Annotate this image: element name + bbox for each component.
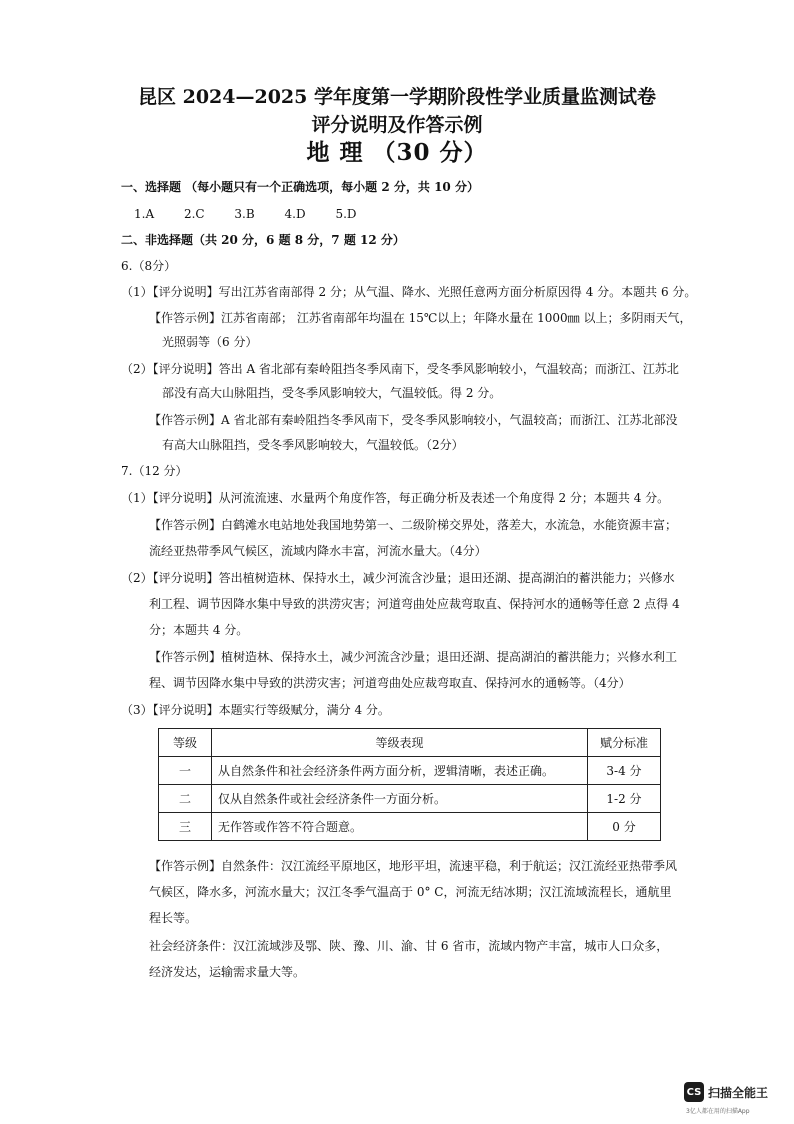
q7-1-scoring: （1）【评分说明】从河流流速、水量两个角度作答，每正确分析及表述一个角度得 2 分；本题共 4 分。 [121,491,670,505]
table-cell: 从自然条件和社会经济条件两方面分析，逻辑清晰，表述正确。 [212,757,588,785]
table-cell: 二 [159,785,212,813]
table-header-cell: 等级 [159,729,212,757]
table-row [159,813,661,841]
q7-3-example: 【作答示例】自然条件：汉江流经平原地区，地形平坦，流速平稳，利于航运；汉江流经亚热带季风 [149,859,678,873]
table-cell: 1-2 分 [588,785,661,813]
exam-subtitle: 评分说明及作答示例 [311,114,483,136]
grading-table [158,728,661,841]
table-cell: 3-4 分 [588,757,661,785]
table-cell: 仅从自然条件或社会经济条件一方面分析。 [212,785,588,813]
answer-2: 2.C [183,207,205,221]
table-cell: 无作答或作答不符合题意。 [212,813,588,841]
q6-2-example-cont: 有高大山脉阻挡，受冬季风影响较大，气温较低。（2分） [162,438,464,452]
q7-3-example-cont: 气候区，降水多，河流水量大；汉江冬季气温高于 0° C，河流无结冰期；汉江流域流程长，通航里 [149,885,672,899]
answer-4: 4.D [284,207,306,221]
watermark-tagline: 3亿人都在用的扫描App [686,1108,750,1115]
q7-3-scoring: （3）【评分说明】本题实行等级赋分，满分 4 分。 [121,703,390,717]
table-cell: 0 分 [588,813,661,841]
choice-answers [134,206,383,222]
exam-title: 昆区 2024—2025 学年度第一学期阶段性学业质量监测试卷 [138,86,656,108]
section1-heading: 一、选择题 （每小题只有一个正确选项，每小题 2 分，共 10 分） [121,180,479,194]
table-header-cell: 等级表现 [212,729,588,757]
q7-2-example: 【作答示例】植树造林、保持水土，减少河流含沙量；退田还湖、提高湖泊的蓄洪能力；兴修水利工 [149,650,678,664]
q7-2-example-cont: 程、调节因降水集中导致的洪涝灾害；河道弯曲处应裁弯取直、保持河水的通畅等。（4分） [149,676,631,690]
q7-3-social: 社会经济条件：汉江流域涉及鄂、陕、豫、川、渝、甘 6 省市，流域内物产丰富，城市人口众多， [149,939,669,953]
table-header-cell: 赋分标准 [588,729,661,757]
q7-2-scoring-cont2: 分；本题共 4 分。 [149,623,249,637]
q7-label: 7.（12 分） [121,464,188,478]
watermark-name: 扫描全能王 [708,1085,769,1100]
table-cell: 三 [159,813,212,841]
q6-2-scoring-cont: 部没有高大山脉阻挡，受冬季风影响较大，气温较低。得 2 分。 [162,386,502,400]
table-row [159,785,661,813]
q7-1-example: 【作答示例】白鹤滩水电站地处我国地势第一、二级阶梯交界处，落差大，水流急，水能资源丰富； [149,518,678,532]
answer-5: 5.D [335,207,357,221]
answer-3: 3.B [234,207,255,221]
q7-2-scoring-cont: 利工程、调节因降水集中导致的洪涝灾害；河道弯曲处应裁弯取直、保持河水的通畅等任意 2 点得 4 [149,597,680,611]
answer-1: 1.A [134,207,155,221]
q6-1-example-cont: 光照弱等（6 分） [162,335,258,349]
q7-1-example-cont: 流经亚热带季风气候区，流域内降水丰富，河流水量大。（4分） [149,544,487,558]
table-row [159,757,661,785]
subject-title: 地 理 （30 分） [306,139,488,166]
scanner-watermark [684,1081,768,1103]
section2-heading: 二、非选择题（共 20 分，6 题 8 分，7 题 12 分） [121,233,405,247]
table-header-row [159,729,661,757]
q6-1-example: 【作答示例】江苏省南部； 江苏省南部年均温在 15℃以上；年降水量在 1000㎜ 以上；多阴雨天气， [149,311,692,325]
q6-2-example: 【作答示例】A 省北部有秦岭阻挡冬季风南下，受冬季风影响较小，气温较高；而浙江、江苏北部没 [149,413,678,427]
q7-2-scoring: （2）【评分说明】答出植树造林、保持水土，减少河流含沙量；退田还湖、提高湖泊的蓄洪能力；兴修水 [121,571,675,585]
q7-3-social-cont: 经济发达，运输需求量大等。 [149,965,306,979]
camscanner-logo-icon: CS [684,1082,704,1102]
q6-1-scoring: （1）【评分说明】写出江苏省南部得 2 分；从气温、降水、光照任意两方面分析原因得 4 分。本题共 6 分。 [121,285,697,299]
q6-label: 6.（8分） [121,259,177,273]
q6-2-scoring: （2）【评分说明】答出 A 省北部有秦岭阻挡冬季风南下，受冬季风影响较小，气温较高；而浙江、江苏北 [121,362,679,376]
table-cell: 一 [159,757,212,785]
q7-3-example-cont2: 程长等。 [149,911,198,925]
